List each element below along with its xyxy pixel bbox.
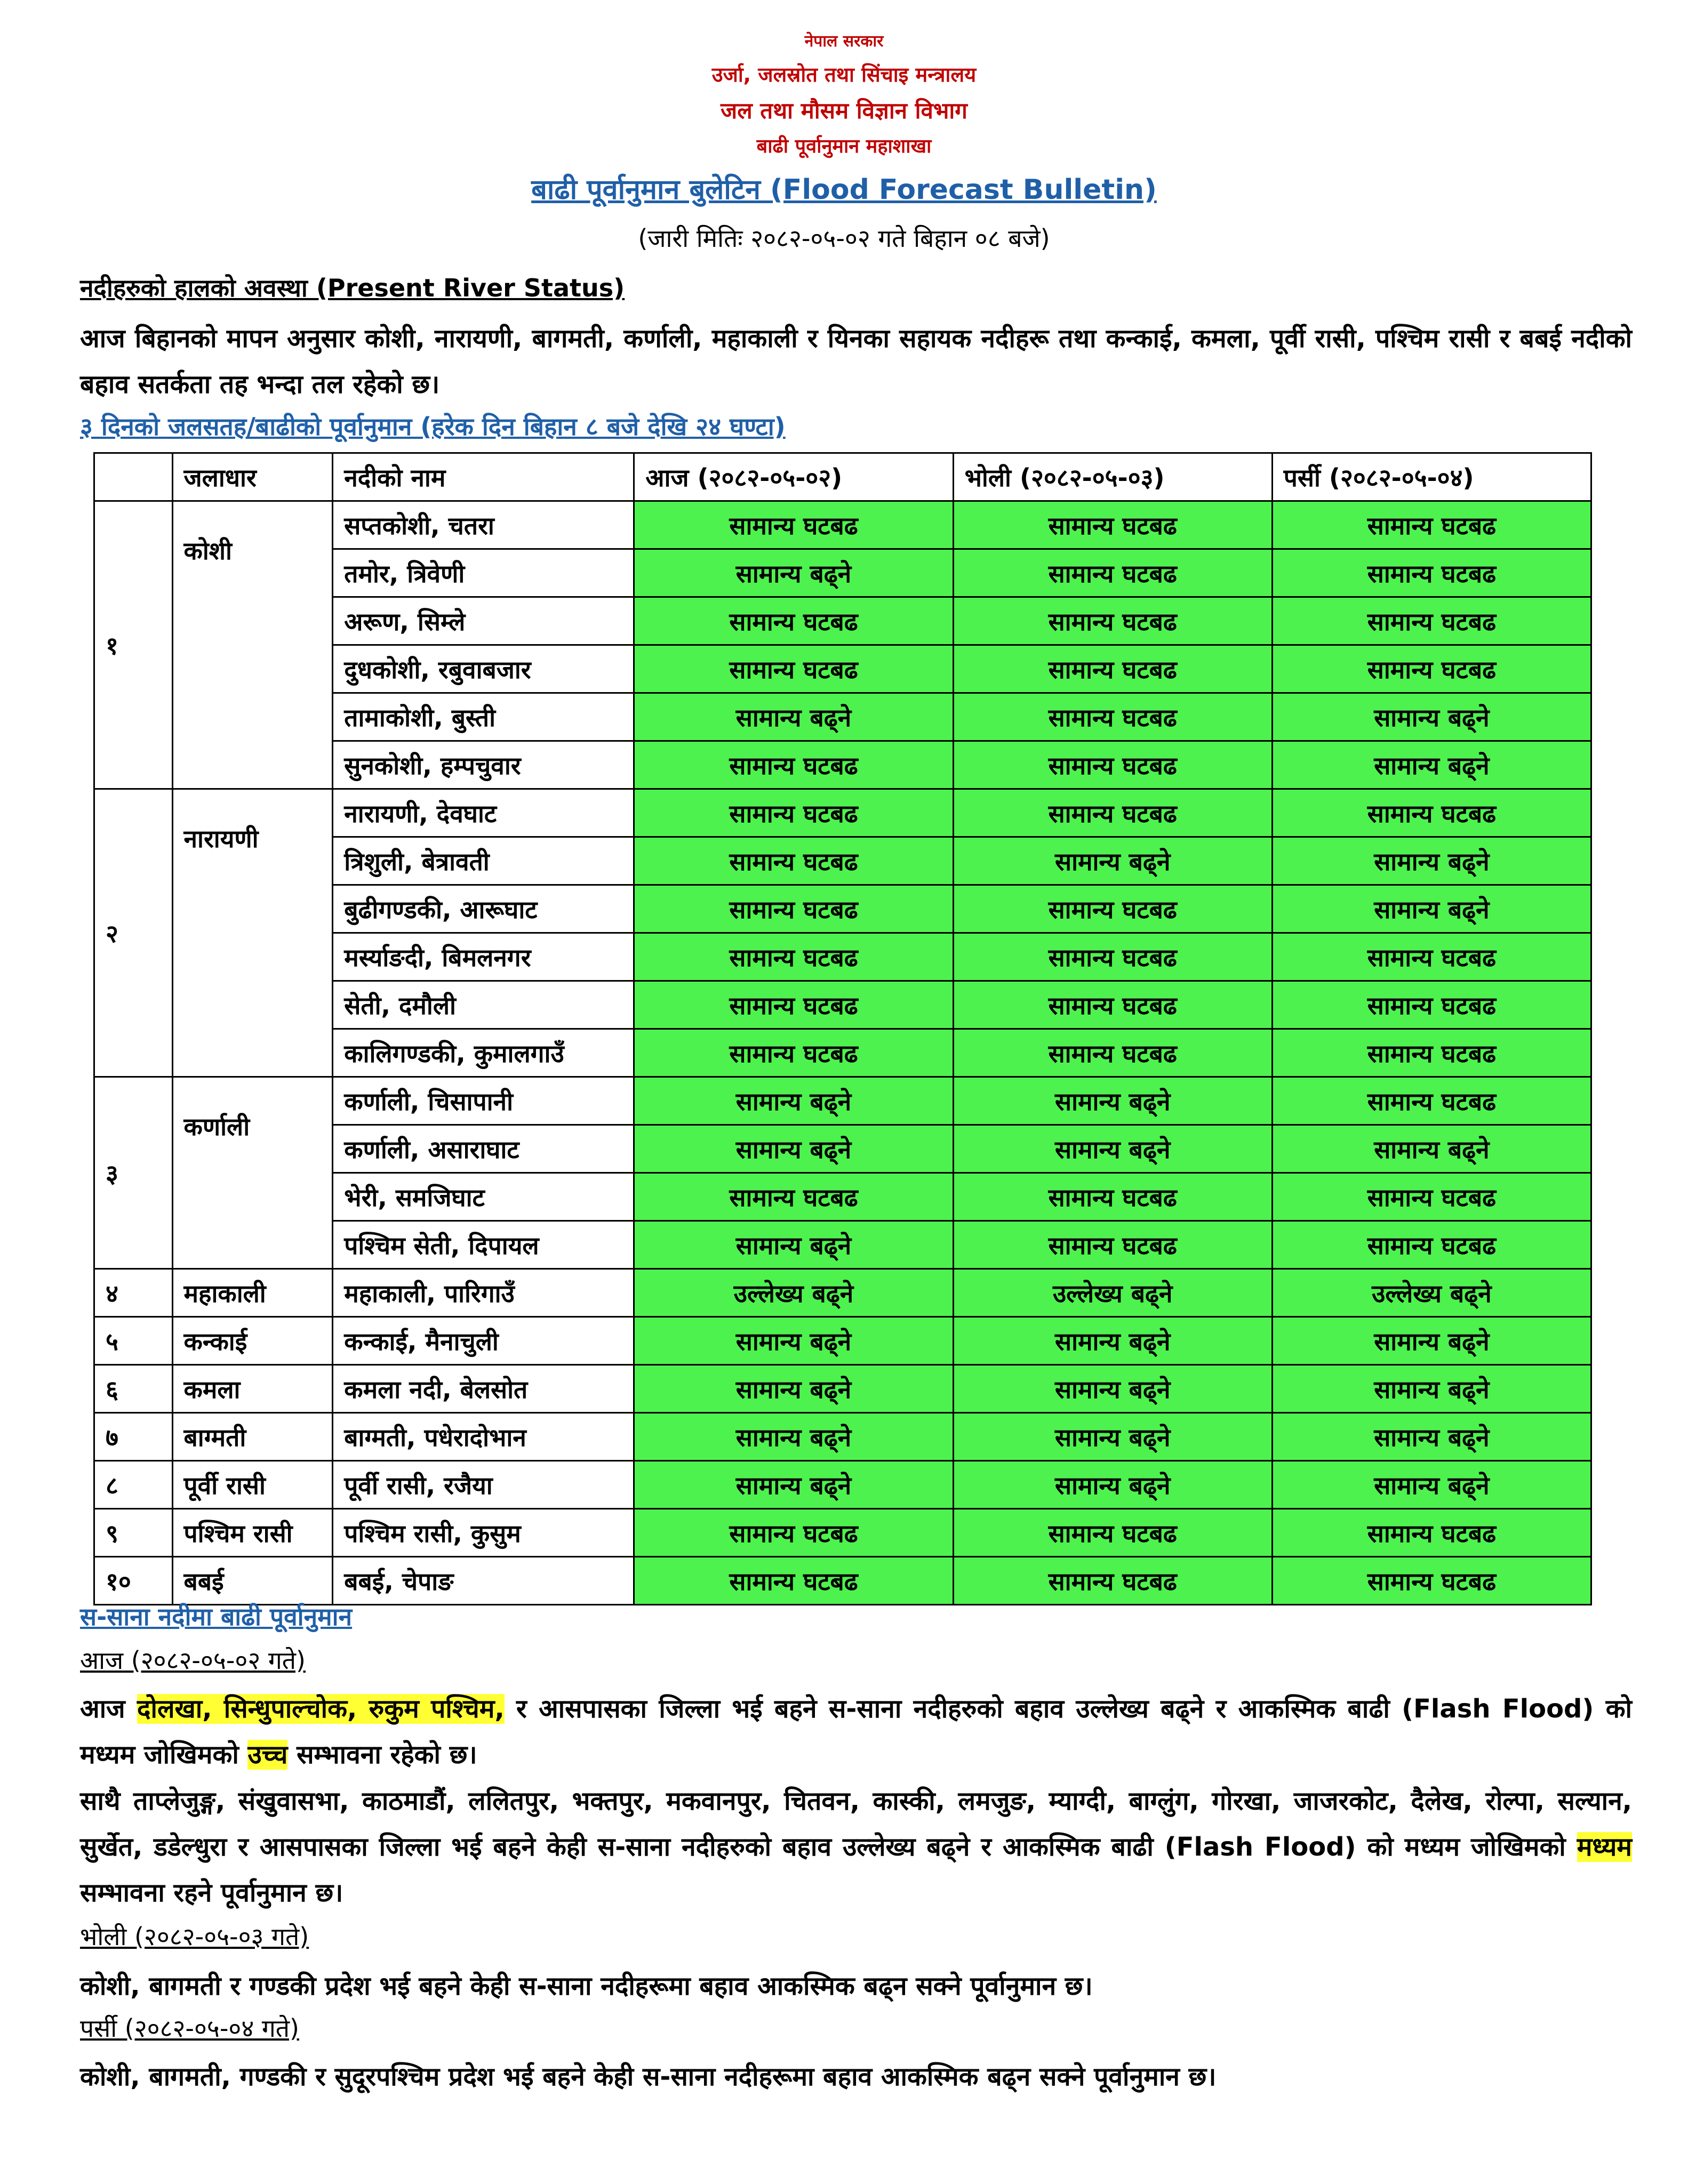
status-today: सामान्य बढ्ने: [634, 1317, 953, 1365]
status-tomorrow: सामान्य घटबढ: [953, 1221, 1272, 1269]
status-dayafter: सामान्य घटबढ: [1272, 1173, 1591, 1221]
status-dayafter: सामान्य घटबढ: [1272, 1557, 1591, 1605]
status-tomorrow: सामान्य घटबढ: [953, 693, 1272, 741]
status-tomorrow: सामान्य घटबढ: [953, 789, 1272, 837]
table-row: [94, 1461, 1591, 1509]
table-row: [94, 1509, 1591, 1557]
status-tomorrow: सामान्य बढ्ने: [953, 1125, 1272, 1173]
status-dayafter: सामान्य बढ्ने: [1272, 741, 1591, 789]
basin-number: ८: [94, 1461, 173, 1509]
table-row: [94, 1317, 1591, 1365]
status-today: सामान्य बढ्ने: [634, 1077, 953, 1125]
status-dayafter: सामान्य घटबढ: [1272, 1029, 1591, 1077]
status-dayafter: सामान्य घटबढ: [1272, 501, 1591, 549]
status-today: सामान्य घटबढ: [634, 837, 953, 885]
status-dayafter: सामान्य बढ्ने: [1272, 693, 1591, 741]
river-station: बुढीगण्डकी, आरूघाट: [333, 885, 634, 933]
river-station: अरूण, सिम्ले: [333, 597, 634, 645]
forecast-table: [93, 452, 1592, 1605]
status-dayafter: उल्लेख्य बढ्ने: [1272, 1269, 1591, 1317]
dayafter-text: कोशी, बागमती, गण्डकी र सुदूरपश्चिम प्रदेश भई बहने केही स-साना नदीहरूमा बहाव आकस्मिक बढ्न सक्ने पूर्वानुमान छ।: [80, 2062, 1217, 2092]
basin-number: ४: [94, 1269, 173, 1317]
basin-name: महाकाली: [172, 1269, 333, 1317]
status-tomorrow: सामान्य बढ्ने: [953, 1413, 1272, 1461]
status-dayafter: सामान्य घटबढ: [1272, 789, 1591, 837]
status-today: सामान्य घटबढ: [634, 1029, 953, 1077]
status-today: सामान्य घटबढ: [634, 597, 953, 645]
river-station: नारायणी, देवघाट: [333, 789, 634, 837]
river-station: मर्स्याङदी, बिमलनगर: [333, 933, 634, 981]
header-department: जल तथा मौसम विज्ञान विभाग: [721, 98, 967, 124]
river-station: सेती, दमौली: [333, 981, 634, 1029]
table-row: [94, 1077, 1591, 1125]
status-tomorrow: सामान्य बढ्ने: [953, 837, 1272, 885]
status-today: सामान्य घटबढ: [634, 645, 953, 693]
river-station: पूर्वी रासी, रजैया: [333, 1461, 634, 1509]
basin-name: कन्काई: [172, 1317, 333, 1365]
river-station: पश्चिम सेती, दिपायल: [333, 1221, 634, 1269]
status-today: सामान्य बढ्ने: [634, 1461, 953, 1509]
status-today: सामान्य बढ्ने: [634, 1365, 953, 1413]
tomorrow-heading: भोली (२०८२-०५-०३ गते): [80, 1922, 309, 1951]
basin-name: कर्णाली: [172, 1077, 333, 1269]
today-paragraph-1: [80, 1686, 1632, 1778]
river-station: तमोर, त्रिवेणी: [333, 549, 634, 597]
status-tomorrow: सामान्य घटबढ: [953, 933, 1272, 981]
forecast-table-body: [94, 501, 1591, 1605]
today-p1-c: सम्भावना रहेको छ।: [287, 1740, 477, 1770]
river-station: कर्णाली, असाराघाट: [333, 1125, 634, 1173]
status-dayafter: सामान्य बढ्ने: [1272, 1365, 1591, 1413]
basin-number: ३: [94, 1077, 173, 1269]
status-tomorrow: सामान्य घटबढ: [953, 741, 1272, 789]
status-dayafter: सामान्य बढ्ने: [1272, 885, 1591, 933]
river-station: कन्काई, मैनाचुली: [333, 1317, 634, 1365]
forecast-heading: ३ दिनको जलसतह/बाढीको पूर्वानुमान (हरेक दिन बिहान ८ बजे देखि २४ घण्टा): [80, 412, 786, 441]
table-row: [94, 1413, 1591, 1461]
basin-name: कोशी: [172, 501, 333, 789]
status-dayafter: सामान्य बढ्ने: [1272, 1125, 1591, 1173]
today-p2-highlight-level: मध्यम: [1577, 1832, 1632, 1862]
table-row: [94, 1365, 1591, 1413]
col-header-today: आज (२०८२-०५-०२): [634, 453, 953, 501]
today-p1-b: र आसपासका जिल्ला भई बहने स-साना नदीहरुको बहाव उल्लेख्य बढ्ने र आकस्मिक बाढी (Flash Flood) को मध्यम जोखिमको: [80, 1694, 1632, 1770]
river-station: सप्तकोशी, चतरा: [333, 501, 634, 549]
basin-name: कमला: [172, 1365, 333, 1413]
status-today: सामान्य घटबढ: [634, 741, 953, 789]
col-header-dayafter: पर्सी (२०८२-०५-०४): [1272, 453, 1591, 501]
status-dayafter: सामान्य घटबढ: [1272, 645, 1591, 693]
col-header-tomorrow: भोली (२०८२-०५-०३): [953, 453, 1272, 501]
status-today: उल्लेख्य बढ्ने: [634, 1269, 953, 1317]
basin-number: २: [94, 789, 173, 1077]
basin-number: १०: [94, 1557, 173, 1605]
river-station: कर्णाली, चिसापानी: [333, 1077, 634, 1125]
status-tomorrow: सामान्य घटबढ: [953, 597, 1272, 645]
status-today: सामान्य बढ्ने: [634, 549, 953, 597]
basin-name: पूर्वी रासी: [172, 1461, 333, 1509]
river-station: कालिगण्डकी, कुमालगाउँ: [333, 1029, 634, 1077]
col-header-river: नदीको नाम: [333, 453, 634, 501]
basin-name: बबई: [172, 1557, 333, 1605]
status-tomorrow: सामान्य घटबढ: [953, 645, 1272, 693]
table-row: [94, 1557, 1591, 1605]
status-today: सामान्य घटबढ: [634, 885, 953, 933]
status-today: सामान्य बढ्ने: [634, 1221, 953, 1269]
status-tomorrow: सामान्य घटबढ: [953, 981, 1272, 1029]
status-tomorrow: सामान्य बढ्ने: [953, 1461, 1272, 1509]
tomorrow-text: कोशी, बागमती र गण्डकी प्रदेश भई बहने केही स-साना नदीहरूमा बहाव आकस्मिक बढ्न सक्ने पूर्वानुमान छ।: [80, 1971, 1093, 2001]
header-division: बाढी पूर्वानुमान महाशाखा: [756, 135, 932, 157]
basin-name: पश्चिम रासी: [172, 1509, 333, 1557]
status-tomorrow: उल्लेख्य बढ्ने: [953, 1269, 1272, 1317]
table-row: [94, 1269, 1591, 1317]
status-today: सामान्य बढ्ने: [634, 693, 953, 741]
today-p2-a: साथै ताप्लेजुङ्ग, संखुवासभा, काठमाडौं, ललितपुर, भक्तपुर, मकवानपुर, चितवन, कास्की, लमजुङ, म्याग्दी, बाग्लुंग, गोरखा, जाजरकोट, दैलेख, रोल्पा, सल्यान, सुर्खेत, डडेल्धुरा र आसपासका जिल्ला भई बहने केही स-साना नदीहरुको बहाव उल्लेख्य बढ्ने र आकस्मिक बाढी (Flash Flood) को मध्यम जोखिमको: [80, 1786, 1632, 1862]
basin-number: ६: [94, 1365, 173, 1413]
col-header-basin: जलाधार: [172, 453, 333, 501]
status-dayafter: सामान्य बढ्ने: [1272, 1413, 1591, 1461]
bulletin-title: बाढी पूर्वानुमान बुलेटिन (Flood Forecast Bulletin): [531, 174, 1157, 206]
status-today: सामान्य घटबढ: [634, 501, 953, 549]
status-tomorrow: सामान्य बढ्ने: [953, 1077, 1272, 1125]
today-p1-a: आज: [80, 1694, 138, 1724]
status-tomorrow: सामान्य घटबढ: [953, 501, 1272, 549]
status-dayafter: सामान्य बढ्ने: [1272, 1461, 1591, 1509]
status-today: सामान्य घटबढ: [634, 933, 953, 981]
river-station: बाग्मती, पधेरादोभान: [333, 1413, 634, 1461]
status-dayafter: सामान्य घटबढ: [1272, 549, 1591, 597]
today-heading: आज (२०८२-०५-०२ गते): [80, 1646, 306, 1675]
status-dayafter: सामान्य घटबढ: [1272, 1509, 1591, 1557]
header-ministry: उर्जा, जलस्रोत तथा सिंचाइ मन्त्रालय: [711, 63, 977, 86]
header-gov: नेपाल सरकार: [804, 32, 884, 51]
status-tomorrow: सामान्य घटबढ: [953, 1557, 1272, 1605]
dayafter-heading: पर्सी (२०८२-०५-०४ गते): [80, 2014, 299, 2043]
river-station: महाकाली, पारिगाउँ: [333, 1269, 634, 1317]
status-dayafter: सामान्य घटबढ: [1272, 933, 1591, 981]
status-dayafter: सामान्य बढ्ने: [1272, 837, 1591, 885]
status-dayafter: सामान्य घटबढ: [1272, 597, 1591, 645]
today-p1-highlight-districts: दोलखा, सिन्धुपाल्चोक, रुकुम पश्चिम,: [137, 1694, 505, 1724]
today-paragraph-2: [80, 1778, 1632, 1916]
issue-date: (जारी मितिः २०८२-०५-०२ गते बिहान ०८ बजे): [638, 224, 1050, 253]
status-dayafter: सामान्य घटबढ: [1272, 981, 1591, 1029]
present-status-text: आज बिहानको मापन अनुसार कोशी, नारायणी, बागमती, कर्णाली, महाकाली र यिनका सहायक नदीहरू तथा कन्काई, कमला, पूर्वी रासी, पश्चिम रासी र बबई नदीको बहाव सतर्कता तह भन्दा तल रहेको छ।: [80, 324, 1632, 399]
river-station: पश्चिम रासी, कुसुम: [333, 1509, 634, 1557]
table-header-row: [94, 453, 1591, 501]
status-tomorrow: सामान्य घटबढ: [953, 549, 1272, 597]
basin-name: नारायणी: [172, 789, 333, 1077]
status-today: सामान्य बढ्ने: [634, 1413, 953, 1461]
col-header-num: [94, 453, 173, 501]
status-today: सामान्य घटबढ: [634, 1509, 953, 1557]
status-dayafter: सामान्य घटबढ: [1272, 1077, 1591, 1125]
present-status-heading: नदीहरुको हालको अवस्था (Present River Status): [80, 274, 625, 302]
basin-number: ५: [94, 1317, 173, 1365]
basin-number: ७: [94, 1413, 173, 1461]
river-station: सुनकोशी, हम्पचुवार: [333, 741, 634, 789]
status-dayafter: सामान्य बढ्ने: [1272, 1317, 1591, 1365]
table-row: [94, 789, 1591, 837]
small-rivers-heading: स-साना नदीमा बाढी पूर्वानुमान: [80, 1602, 353, 1631]
river-station: भेरी, समजिघाट: [333, 1173, 634, 1221]
table-row: [94, 501, 1591, 549]
river-station: दुधकोशी, रबुवाबजार: [333, 645, 634, 693]
status-tomorrow: सामान्य घटबढ: [953, 1029, 1272, 1077]
status-today: सामान्य घटबढ: [634, 1557, 953, 1605]
basin-number: ९: [94, 1509, 173, 1557]
river-station: बबई, चेपाङ: [333, 1557, 634, 1605]
today-p2-b: सम्भावना रहने पूर्वानुमान छ।: [80, 1878, 343, 1908]
basin-name: बाग्मती: [172, 1413, 333, 1461]
river-station: कमला नदी, बेलसोत: [333, 1365, 634, 1413]
status-today: सामान्य घटबढ: [634, 789, 953, 837]
river-station: तामाकोशी, बुस्ती: [333, 693, 634, 741]
status-tomorrow: सामान्य घटबढ: [953, 1173, 1272, 1221]
status-tomorrow: सामान्य घटबढ: [953, 1509, 1272, 1557]
today-p1-highlight-level: उच्च: [247, 1740, 288, 1770]
basin-number: १: [94, 501, 173, 789]
status-today: सामान्य घटबढ: [634, 1173, 953, 1221]
status-tomorrow: सामान्य बढ्ने: [953, 1365, 1272, 1413]
status-today: सामान्य बढ्ने: [634, 1125, 953, 1173]
river-station: त्रिशुली, बेत्रावती: [333, 837, 634, 885]
status-dayafter: सामान्य घटबढ: [1272, 1221, 1591, 1269]
status-tomorrow: सामान्य बढ्ने: [953, 1317, 1272, 1365]
status-today: सामान्य घटबढ: [634, 981, 953, 1029]
status-tomorrow: सामान्य घटबढ: [953, 885, 1272, 933]
